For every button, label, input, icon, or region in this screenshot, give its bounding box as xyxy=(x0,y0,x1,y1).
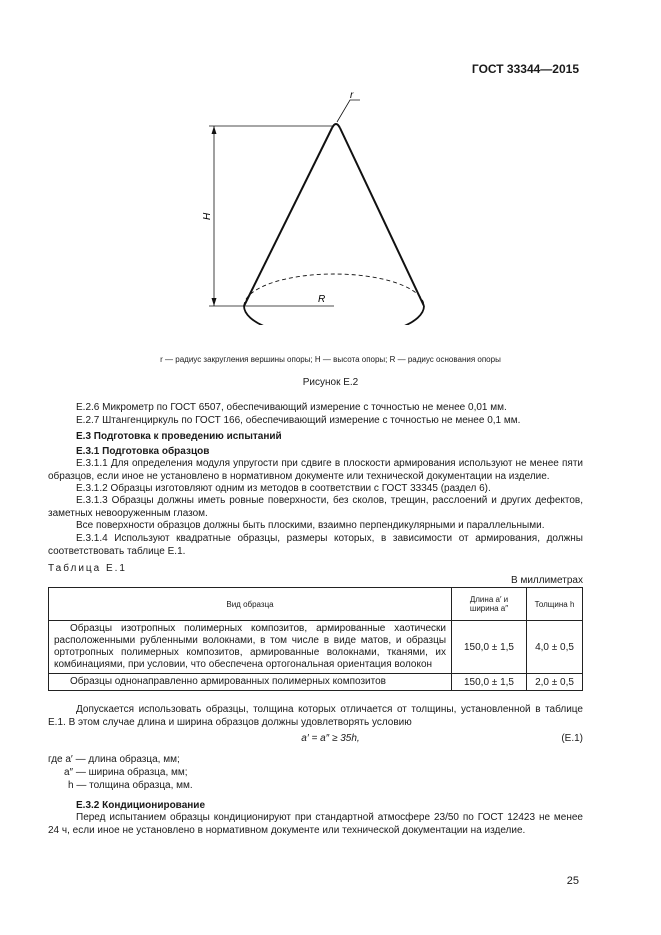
heading-e32: Е.3.2 Кондиционирование xyxy=(76,800,206,811)
table-row xyxy=(49,621,583,674)
header-specimen-type: Вид образца xyxy=(49,588,452,621)
paragraph-e311: Е.3.1.1 Для определения модуля упругости при сдвиге в плоскости армирования используют не менее пяти образцов, если иное не установлено в нормативном документе или технической документации на изделие. xyxy=(48,458,583,482)
label-R: R xyxy=(318,294,326,305)
cone-base-front xyxy=(244,306,424,325)
table-cell: 2,0 ± 0,5 xyxy=(527,674,583,691)
table-cell: Образцы изотропных полимерных композитов, армированные хаотически расположенными рубленными волокнами, в том числе в виде матов, и образцы ортотропных полимерных композитов, армированные волокнами, тканями, их комбинациями, при условии, что обеспечена ортогональная ориентация волокон xyxy=(49,621,452,674)
table-label: Таблица Е.1 xyxy=(48,563,127,574)
table-header-row xyxy=(49,588,583,621)
cone-base-back xyxy=(244,274,424,306)
paragraph-e313: Е.3.1.3 Образцы должны иметь ровные поверхности, без сколов, трещин, расслоений и других дефектов, заметных невооруженным глазом. xyxy=(48,495,583,519)
formula-number: (Е.1) xyxy=(561,733,583,744)
label-H: H xyxy=(202,212,213,220)
table-units: В миллиметрах xyxy=(511,575,583,586)
specimen-table xyxy=(48,587,583,691)
table-cell: 150,0 ± 1,5 xyxy=(452,621,527,674)
cone-diagram xyxy=(0,85,661,325)
r-leader xyxy=(337,100,360,122)
table-cell: 150,0 ± 1,5 xyxy=(452,674,527,691)
figure-legend: r — радиус закругления вершины опоры; H — высота опоры; R — радиус основания опоры xyxy=(160,355,501,364)
table-cell: Образцы однонаправленно армированных полимерных композитов xyxy=(49,674,452,691)
paragraph-e26: Е.2.6 Микрометр по ГОСТ 6507, обеспечивающий измерение с точностью не менее 0,01 мм. xyxy=(76,402,507,413)
where-line-3: h — толщина образца, мм. xyxy=(68,780,193,791)
paragraph-all-surfaces: Все поверхности образцов должны быть плоскими, взаимно перпендикулярными и параллельными. xyxy=(76,520,545,531)
where-line-2: a″ — ширина образца, мм; xyxy=(64,767,188,778)
formula: a′ = a″ ≥ 35h, xyxy=(301,733,360,744)
height-arrow-bottom xyxy=(212,298,217,306)
paragraph-e314: Е.3.1.4 Используют квадратные образцы, размеры которых, в зависимости от армирования, должны соответствовать таблице Е.1. xyxy=(48,533,583,557)
document-header: ГОСТ 33344—2015 xyxy=(471,62,579,76)
cone-left-side xyxy=(244,128,332,306)
heading-e31: Е.3.1 Подготовка образцов xyxy=(76,446,210,457)
paragraph-after-table: Допускается использовать образцы, толщина которых отличается от толщины, установленной в таблице Е.1. В этом случае длина и ширина образцов должны удовлетворять условию xyxy=(48,704,583,728)
header-thickness: Толщина h xyxy=(527,588,583,621)
paragraph-e312: Е.3.1.2 Образцы изготовляют одним из методов в соответствии с ГОСТ 33345 (раздел 6). xyxy=(76,483,491,494)
paragraph-e27: Е.2.7 Штангенциркуль по ГОСТ 166, обеспечивающий измерение с точностью не менее 0,1 мм. xyxy=(76,415,521,426)
heading-e3: Е.3 Подготовка к проведению испытаний xyxy=(76,431,282,442)
table-cell: 4,0 ± 0,5 xyxy=(527,621,583,674)
label-r: r xyxy=(350,90,354,101)
where-line-1: где a′ — длина образца, мм; xyxy=(48,754,180,765)
paragraph-e32: Перед испытанием образцы кондиционируют при стандартной атмосфере 23/50 по ГОСТ 12423 не менее 24 ч, если иное не установлено в нормативном документе или технической документации на изделие. xyxy=(48,812,583,836)
table-row xyxy=(49,674,583,691)
page-number: 25 xyxy=(566,875,579,887)
figure-title: Рисунок Е.2 xyxy=(302,377,359,388)
height-arrow-top xyxy=(212,126,217,134)
header-length-width: Длина a′ и ширина a″ xyxy=(452,588,527,621)
